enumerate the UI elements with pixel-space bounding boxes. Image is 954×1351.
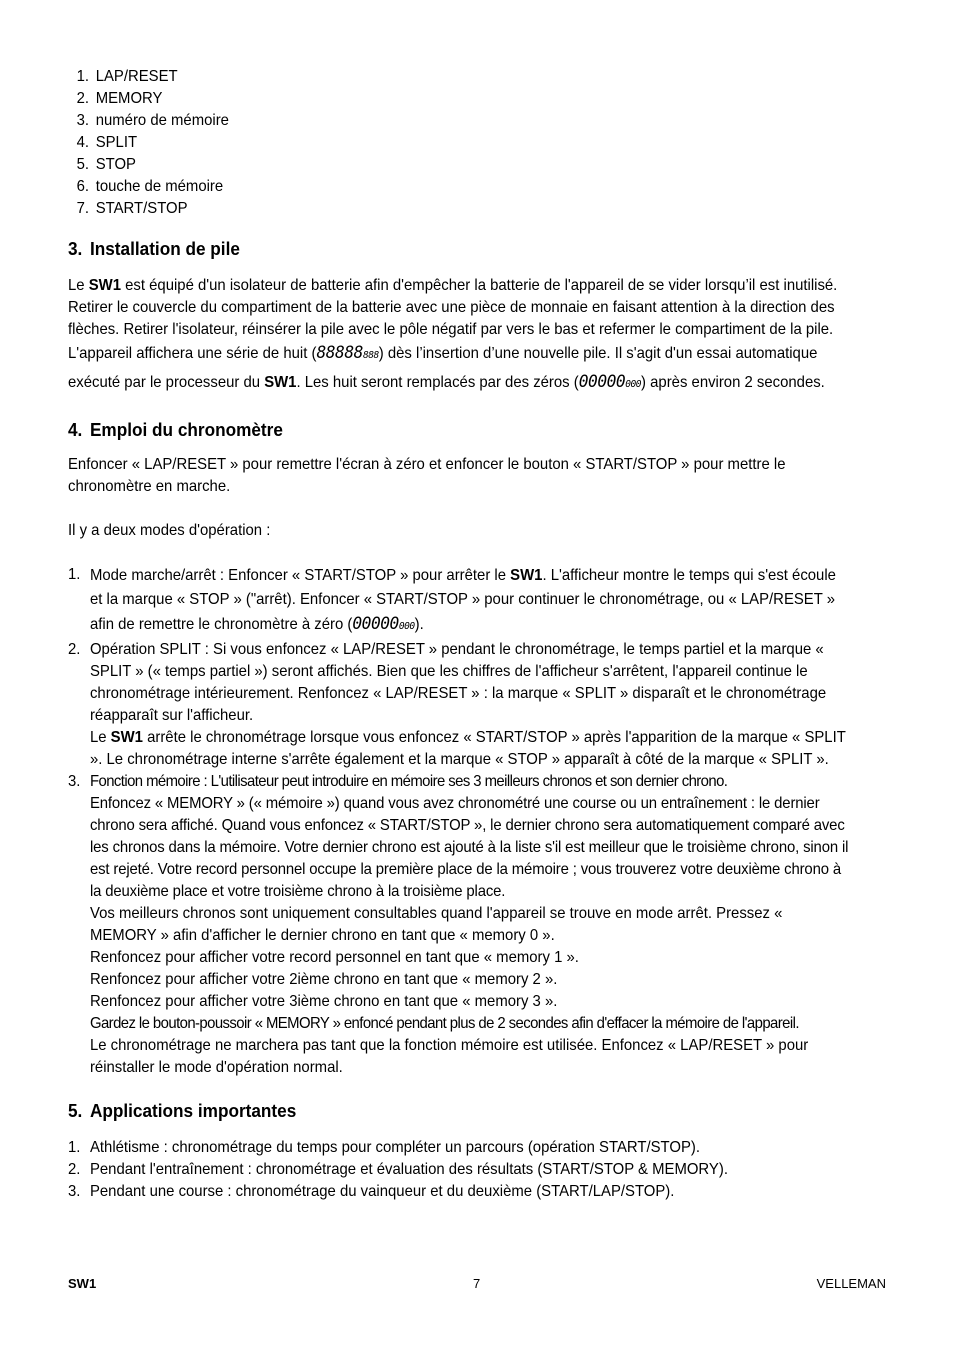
lcd-digits: 00000 [352,614,399,634]
paragraph: Renfoncez pour afficher votre record personnel en tant que « memory 1 ». [89,949,579,966]
footer-model: SW1 [68,1276,97,1291]
list-item [68,88,851,110]
paragraph: Renfoncez pour afficher votre 3ième chrono en tant que « memory 3 ». [89,993,558,1010]
list-item [68,132,851,154]
lcd-digits: 88888 [316,343,363,363]
lcd-zeros [352,614,414,634]
list-text: Pendant une course : chronométrage du vainqueur et du deuxième (START/LAP/STOP). [89,1183,675,1200]
section-heading-applications [68,1099,851,1123]
document-page [68,66,851,1203]
text: ) après environ 2 secondes. [641,374,825,391]
paragraph [68,340,851,398]
paragraph: Opération SPLIT : Si vous enfoncez « LAP/RESET » pendant le chronométrage, le temps partiel et la marque « SPLIT » (« temps partiel ») seront affichés. Bien que les chiffres de l'afficheur s'arrêtent, l'appareil continue le chronométrage intérieurement. Renfoncez « LAP/RESET » : la marque « SPLIT » disparaît et le chronométrage réapparaît sur l'afficheur. [89,641,827,724]
text: Mode marche/arrêt : Enfoncer « START/STOP » pour arrêter le [89,567,511,584]
product-name: SW1 [110,729,143,746]
paragraph: Gardez le bouton-poussoir « MEMORY » enfoncé pendant plus de 2 secondes afin d'effacer la mémoire de l'appareil. [89,1015,799,1032]
product-name: SW1 [510,567,543,584]
list-label: numéro de mémoire [95,112,229,129]
list-number: 1. [76,68,90,85]
heading-title: Applications importantes [89,1101,297,1121]
list-label: SPLIT [95,134,138,151]
section-heading-usage [68,418,851,442]
lcd-digits-small: 000 [625,379,642,390]
heading-title: Emploi du chronomètre [89,420,283,440]
list-item [68,176,851,198]
list-item [68,66,851,88]
text: ) dès l’insertion d’une nouvelle pile. Il s'agit d'un essai automatique exécuté par le processeur du [68,345,818,391]
paragraph [90,727,851,771]
list-number: 2. [68,1161,81,1178]
list-number: 3. [76,112,90,129]
list-item [68,198,851,220]
page-footer [68,1276,886,1294]
list-number: 7. [76,200,90,217]
section-heading-battery [68,237,851,261]
list-number: 1. [68,566,81,583]
list-number: 3. [68,773,81,790]
list-item [68,110,851,132]
heading-number: 4. [68,420,83,440]
product-name: SW1 [88,277,121,294]
list-item [68,1159,851,1181]
text: . Les huit seront remplacés par des zéros ( [296,374,579,391]
applications-list [68,1137,851,1203]
list-number: 6. [76,178,90,195]
text: Le [68,277,89,294]
list-number: 1. [68,1139,81,1156]
text: arrête le chronométrage lorsque vous enfoncez « START/STOP » après l'apparition de la marque « SPLIT ». Le chronométrage interne s'arrête également et la marque « STOP » apparaît à côté de la marque « SPLIT ». [89,729,846,768]
list-text: Athlétisme : chronométrage du temps pour compléter un parcours (opération START/STOP). [89,1139,700,1156]
paragraph: Vos meilleurs chronos sont uniquement consultables quand l'appareil se trouve en mode arrêt. Pressez « MEMORY » afin d'afficher le dernier chrono en tant que « memory 0 ». [89,905,783,944]
lcd-digits-small: 000 [398,621,415,632]
heading-title: Installation de pile [89,239,240,259]
paragraph: Enfoncez « MEMORY » (« mémoire ») quand vous avez chronométré une course ou un entraînement : le dernier chrono sera affiché. Quand vous enfoncez « START/STOP », le dernier chrono sera automatiquement comparé avec les chronos dans la mémoire. Votre dernier chrono est ajouté à la liste s'il est meilleur que le troisième chrono, sinon il est rejeté. Votre record personnel occupe la première place de la mémoire ; vous trouverez votre deuxième chrono à la deuxième place et votre troisième chrono à la troisième place. [89,795,849,900]
list-number: 2. [76,90,90,107]
footer-brand: VELLEMAN [816,1276,886,1291]
list-label: MEMORY [95,90,163,107]
list-item [68,639,851,771]
paragraph: Il y a deux modes d'opération : [68,522,271,539]
text: . L'afficheur montre le temps qui s'est écoule et la marque « STOP » ("arrêt). Enfoncer « START/STOP » pour continuer le chronométrage, ou « LAP/RESET » afin de remettre le chronomètre à zéro ( [89,567,836,633]
text: ). [414,616,424,633]
paragraph [68,275,851,341]
list-label: STOP [95,156,136,173]
lcd-digits: 00000 [578,372,626,392]
list-label: LAP/RESET [95,68,178,85]
heading-number: 5. [68,1101,83,1121]
text: L'appareil affichera une série de huit ( [68,345,317,362]
list-item [68,564,851,639]
text: Le [89,729,111,746]
product-name: SW1 [264,374,297,391]
list-item [68,154,851,176]
lcd-zeros [579,372,641,392]
list-item [68,1181,851,1203]
paragraph: Fonction mémoire : L'utilisateur peut introduire en mémoire ses 3 meilleurs chronos et son dernier chrono. [89,773,728,790]
list-number: 4. [76,134,90,151]
list-number: 5. [76,156,90,173]
list-item [68,771,851,1079]
modes-list [68,564,851,1079]
list-item [68,1137,851,1159]
heading-number: 3. [68,239,83,259]
list-number: 2. [68,641,81,658]
list-label: touche de mémoire [95,178,224,195]
list-number: 3. [68,1183,81,1200]
text: est équipé d'un isolateur de batterie afin d'empêcher la batterie de l'appareil de se vider lorsqu’il est inutilisé. Retirer le couvercle du compartiment de la batterie avec une pièce de monnaie en faisant attention à la direction des flèches. Retirer l'isolateur, réinsérer la pile avec le pôle négatif par vers le bas et refermer le compartiment de la pile. [68,277,838,338]
list-text: Pendant l'entraînement : chronométrage et évaluation des résultats (START/STOP & MEMORY). [89,1161,728,1178]
lcd-digits-small: 888 [362,350,379,361]
parts-list [68,66,851,220]
paragraph: Renfoncez pour afficher votre 2ième chrono en tant que « memory 2 ». [89,971,558,988]
paragraph: Le chronométrage ne marchera pas tant que la fonction mémoire est utilisée. Enfoncez « LAP/RESET » pour réinstaller le mode d'opération normal. [89,1037,809,1076]
list-label: START/STOP [95,200,188,217]
paragraph: Enfoncer « LAP/RESET » pour remettre l'écran à zéro et enfoncer le bouton « START/STOP » pour mettre le chronomètre en marche. [68,456,786,495]
page-number: 7 [473,1276,481,1291]
lcd-eights [316,343,378,363]
